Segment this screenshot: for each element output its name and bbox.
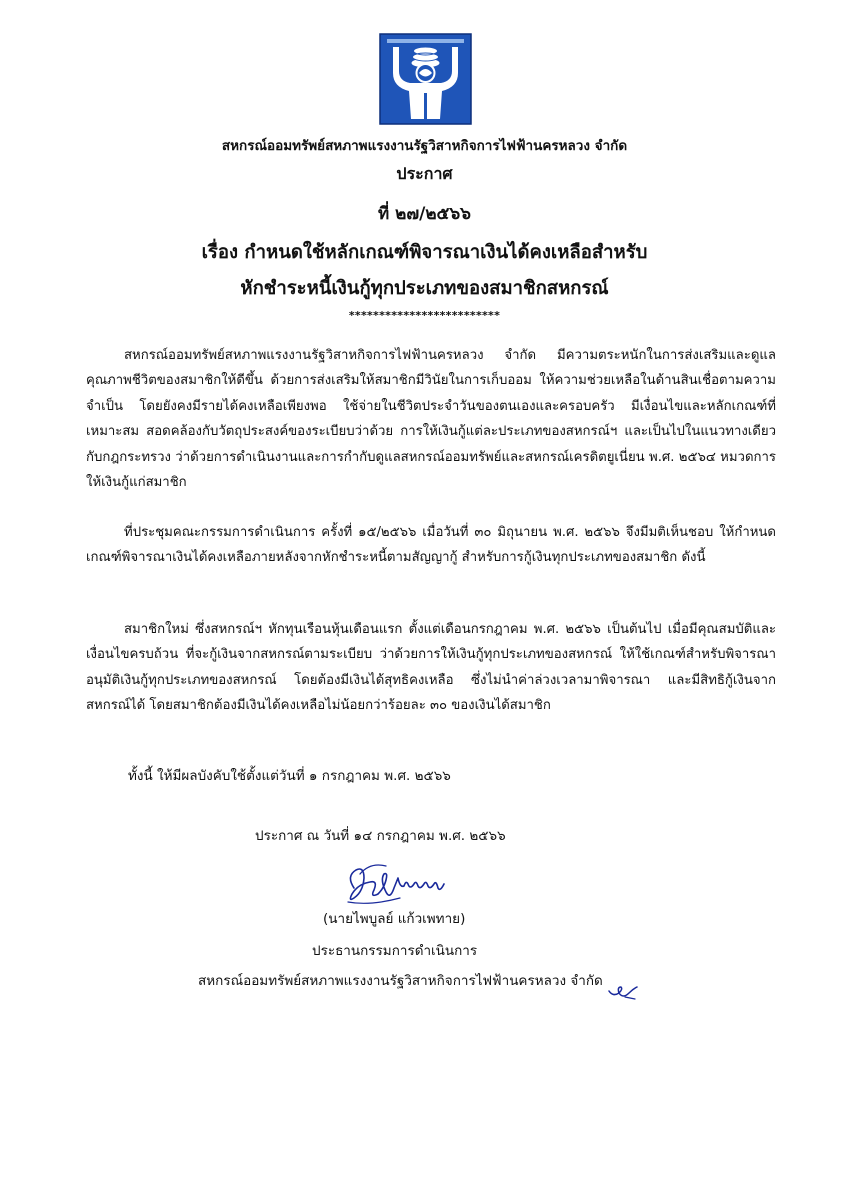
organization-name: สหกรณ์ออมทรัพย์สหภาพแรงงานรัฐวิสาหกิจการไฟฟ้านครหลวง จำกัด xyxy=(221,138,628,154)
effective-date: ทั้งนี้ ให้มีผลบังคับใช้ตั้งแต่วันที่ ๑ กรกฎาคม พ.ศ. ๒๕๖๖ xyxy=(128,768,451,784)
cooperative-emblem-icon xyxy=(379,33,472,125)
signer-title: ประธานกรรมการดำเนินการ xyxy=(312,943,478,959)
document-type: ประกาศ xyxy=(396,164,453,183)
announced-date: ประกาศ ณ วันที่ ๑๔ กรกฎาคม พ.ศ. ๒๕๖๖ xyxy=(255,828,506,844)
signature-icon xyxy=(340,858,460,914)
paragraph-2: ที่ประชุมคณะกรรมการดำเนินการ ครั้งที่ ๑๕/๒๕๖๖ เมื่อวันที่ ๓๐ มิถุนายน พ.ศ. ๒๕๖๖ จึงมีมติเห็นชอบ ให้กำหนดเกณฑ์พิจารณาเงินได้คงเหลือภายหลังจากหักชำระหนี้ตามสัญญากู้ สำหรับการกู้เงินทุกประเภทของสมาชิก ดังนี้ xyxy=(86,525,776,566)
initial-mark-icon xyxy=(605,977,641,1001)
signer-name: (นายไพบูลย์ แก้วเพทาย) xyxy=(323,911,466,927)
announcement-number: ที่ ๒๗/๒๕๖๖ xyxy=(378,204,471,224)
subject-line-1: เรื่อง กำหนดใช้หลักเกณฑ์พิจารณาเงินได้คงเหลือสำหรับ xyxy=(201,242,648,263)
paragraph-1: สหกรณ์ออมทรัพย์สหภาพแรงงานรัฐวิสาหกิจการไฟฟ้านครหลวง จำกัด มีความตระหนักในการส่งเสริมและดูแลคุณภาพชีวิตของสมาชิกให้ดีขึ้น ด้วยการส่งเสริมให้สมาชิกมีวินัยในการเก็บออม ให้ความช่วยเหลือในด้านสินเชื่อตามความจำเป็น โดยยังคงมีรายได้คงเหลือเพียงพอ ใช้จ่ายในชีวิตประจำวันของตนเองและครอบครัว มีเงื่อนไขและหลักเกณฑ์ที่เหมาะสม สอดคล้องกับวัตถุประสงค์ของระเบียบว่าด้วย การให้เงินกู้แต่ละประเภทของสหกรณ์ฯ และเป็นไปในแนวทางเดียวกับกฎกระทรวง ว่าด้วยการดำเนินงานและการกำกับดูแลสหกรณ์ออมทรัพย์และสหกรณ์เครดิตยูเนี่ยน พ.ศ. ๒๕๖๔ หมวดการให้เงินกู้แก่สมาชิก xyxy=(86,348,776,491)
separator: ************************* xyxy=(348,309,501,322)
signer-organization: สหกรณ์ออมทรัพย์สหภาพแรงงานรัฐวิสาหกิจการไฟฟ้านครหลวง จำกัด xyxy=(198,973,603,989)
paragraph-3: สมาชิกใหม่ ซึ่งสหกรณ์ฯ หักทุนเรือนหุ้นเดือนแรก ตั้งแต่เดือนกรกฎาคม พ.ศ. ๒๕๖๖ เป็นต้นไป เมื่อมีคุณสมบัติและเงื่อนไขครบถ้วน ที่จะกู้เงินจากสหกรณ์ตามระเบียบ ว่าด้วยการให้เงินกู้ทุกประเภทของสหกรณ์ ให้ใช้เกณฑ์สำหรับพิจารณาอนุมัติเงินกู้ทุกประเภทของสหกรณ์ โดยต้องมีเงินได้สุทธิคงเหลือ ซึ่งไม่นำค่าล่วงเวลามาพิจารณา และมีสิทธิกู้เงินจากสหกรณ์ได้ โดยสมาชิกต้องมีเงินได้คงเหลือไม่น้อยกว่าร้อยละ ๓๐ ของเงินได้สมาชิก xyxy=(86,622,776,714)
subject-line-2: หักชำระหนี้เงินกู้ทุกประเภทของสมาชิกสหกรณ์ xyxy=(240,278,609,299)
